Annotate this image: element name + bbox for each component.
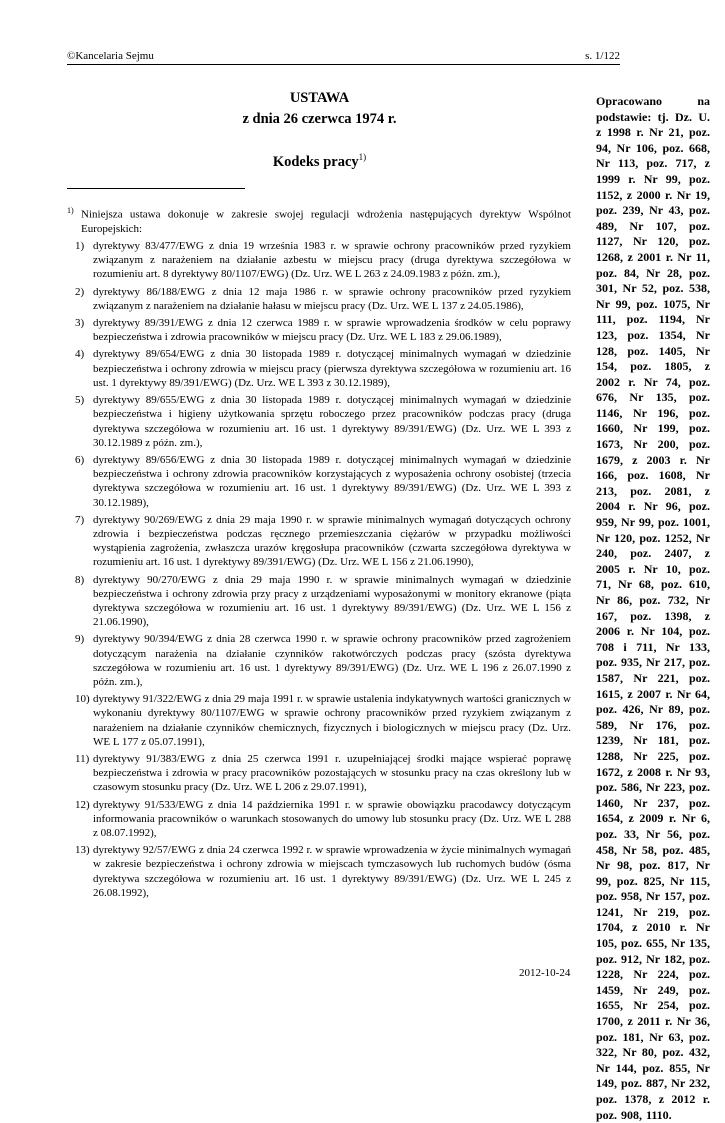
list-item-text: dyrektywy 91/533/EWG z dnia 14 października 1991 r. w sprawie obowiązku pracodawcy dotyczącym informowania pracowników o warunkach stosowanych do umowy lub stosunku pracy (Dz. Urz. WE L 288 z 08.07.1992), xyxy=(93,798,571,839)
list-item xyxy=(67,843,571,900)
list-item xyxy=(67,632,571,689)
list-item-number: 4) xyxy=(75,348,85,361)
list-item-text: dyrektywy 89/656/EWG z dnia 30 listopada 1989 r. dotyczącej minimalnych wymagań w dziedzinie bezpieczeństwa i ochrony zdrowia pracowników korzystających z wyposażenia ochrony osobistej (trzecia dyrektywa szczegółowa w rozumieniu art. 16 ust. 1 dyrektywy 89/391/EWG) (Dz. Urz. WE L 393 z 30.12.1989), xyxy=(93,453,571,509)
footnote-intro xyxy=(67,204,571,236)
list-item-text: dyrektywy 86/188/EWG z dnia 12 maja 1986 r. w sprawie ochrony pracowników przed ryzykiem związanym z narażeniem na działanie hałasu w miejscu pracy (Dz. Urz. WE L 137 z 24.05.1986), xyxy=(93,285,571,312)
list-item-number: 6) xyxy=(75,453,85,466)
doc-title xyxy=(67,152,572,171)
version-date: 2012-10-24 xyxy=(519,967,571,979)
list-item-text: dyrektywy 90/270/EWG z dnia 29 maja 1990 r. w sprawie minimalnych wymagań w dziedzinie bezpieczeństwa i ochrony zdrowia przy pracy z urządzeniami wyposażonymi w monitory ekranowe (piąta dyrektywa szczegółowa w rozumieniu art. 16 ust. 1 dyrektywy 89/391/EWG) (Dz. Urz. WE L 156 z 21.06.1990), xyxy=(93,573,571,629)
list-item xyxy=(67,573,571,630)
footnote-divider xyxy=(67,188,245,189)
list-item-text: dyrektywy 90/394/EWG z dnia 28 czerwca 1990 r. w sprawie ochrony pracowników przed zagrożeniem dotyczącym narażenia na działanie czynników rakotwórczych podczas pracy (szósta dyrektywa szczegółowa w rozumieniu art. 16 ust. 1 dyrektywy 89/391/EWG) (Dz. Urz. WE L 196 z 26.07.1990 z późn. zm.), xyxy=(93,633,571,688)
list-item-number: 7) xyxy=(75,513,85,526)
list-item-text: dyrektywy 83/477/EWG z dnia 19 września 1983 r. w sprawie ochrony pracowników przed ryzykiem związanym z narażeniem na działanie azbestu w miejscu pracy (druga dyrektywa szczegółowa w rozumieniu art. 8 dyrektywy 80/1107/EWG) (Dz. Urz. WE L 263 z 24.09.1983 z późn. zm.), xyxy=(93,240,571,281)
list-item-number: 3) xyxy=(75,317,85,330)
directive-list xyxy=(67,239,571,900)
list-item-text: dyrektywy 89/391/EWG z dnia 12 czerwca 1989 r. w sprawie wprowadzenia środków w celu poprawy bezpieczeństwa i zdrowia pracowników w miejscu pracy (Dz. Urz. WE L 183 z 29.06.1989), xyxy=(93,317,571,344)
list-item xyxy=(67,285,571,313)
list-item-text: dyrektywy 92/57/EWG z dnia 24 czerwca 1992 r. w sprawie wprowadzenia w życie minimalnych wymagań w zakresie bezpieczeństwa i ochrony zdrowia w miejscach tymczasowych lub ruchomych budów (ósma dyrektywa szczegółowa w rozumieniu art. 16 ust. 1 dyrektywy 89/391/EWG) (Dz. Urz. WE L 245 z 26.08.1992), xyxy=(93,844,571,899)
footnote xyxy=(67,204,571,903)
footnote-ref[interactable]: 1) xyxy=(358,152,367,162)
list-item xyxy=(67,692,571,749)
page-number: s. 1/122 xyxy=(585,50,620,62)
list-item xyxy=(67,798,571,841)
list-item xyxy=(67,239,571,282)
header-divider xyxy=(67,64,620,65)
list-item-number: 2) xyxy=(75,285,85,298)
list-item-number: 9) xyxy=(75,633,85,646)
list-item-number: 5) xyxy=(75,394,85,407)
list-item-number: 1) xyxy=(75,240,85,253)
doc-title-text: Kodeks pracy xyxy=(272,153,359,170)
list-item-text: dyrektywy 91/383/EWG z dnia 25 czerwca 1991 r. uzupełniającej środki mające wspierać poprawę bezpieczeństwa i zdrowia w pracy pracowników pozostających w stosunku pracy na czas określony lub w czasowym stosunku pracy (Dz. Urz. WE L 206 z 29.07.1991), xyxy=(93,752,571,794)
list-item-text: dyrektywy 91/322/EWG z dnia 29 maja 1991 r. w sprawie ustalenia indykatywnych wartości granicznych w wykonaniu dyrektywy 80/1107/EWG w sprawie ochrony pracowników przed ryzykiem związanym z narażeniem na działanie czynników chemicznych, fizycznych i biologicznych w miejscu pracy (Dz. Urz. WE L 177 z 05.07.1991), xyxy=(93,693,571,748)
list-item-number: 10) xyxy=(75,693,90,706)
footnote-intro-text: Niniejsza ustawa dokonuje w zakresie swojej regulacji wdrożenia następujących dyrektyw Wspólnot Europejskich: xyxy=(81,208,571,235)
list-item xyxy=(67,316,571,344)
list-item-text: dyrektywy 89/654/EWG z dnia 30 listopada 1989 r. dotyczącej minimalnych wymagań w dziedzinie bezpieczeństwa i ochrony zdrowia w miejscu pracy (pierwsza dyrektywa szczegółowa w rozumieniu art. 16 ust. 1 dyrektywy 89/391/EWG) (Dz. Urz. WE L 393 z 30.12.1989), xyxy=(93,348,571,389)
list-item xyxy=(67,393,571,450)
list-item xyxy=(67,752,571,795)
doc-date-heading: z dnia 26 czerwca 1974 r. xyxy=(242,111,397,127)
list-item-number: 13) xyxy=(75,844,90,857)
list-item-number: 8) xyxy=(75,573,85,586)
list-item xyxy=(67,453,571,510)
list-item-number: 12) xyxy=(75,798,90,811)
publisher-label: ©Kancelaria Sejmu xyxy=(67,50,154,62)
list-item-number: 11) xyxy=(75,752,90,765)
doc-type-heading: USTAWA xyxy=(289,90,350,106)
list-item-text: dyrektywy 89/655/EWG z dnia 30 listopada 1989 r. dotyczącej minimalnych wymagań w dziedzinie bezpieczeństwa i higieny użytkowania sprzętu roboczego przez pracowników podczas pracy (druga dyrektywa szczegółowa w rozumieniu art. 16 ust. 1 dyrektywy 89/391/EWG) (Dz. Urz. WE L 393 z 30.12.1989 z późn. zm.), xyxy=(93,394,571,449)
list-item xyxy=(67,347,571,390)
footnote-mark: 1) xyxy=(67,206,74,215)
list-item xyxy=(67,513,571,570)
list-item-text: dyrektywy 90/269/EWG z dnia 29 maja 1990 r. w sprawie minimalnych wymagań dotyczących ochrony zdrowia i bezpieczeństwa podczas ręcznego przemieszczania ciężarów w przypadku możliwości wystąpienia zagrożenia, zwłaszcza urazów kręgosłupa pracowników (czwarta szczegółowa dyrektywa w rozumieniu art. 16 ust. 1 dyrektywy 89/391/EWG) (Dz. Urz. WE L 156 z 21.06.1990), xyxy=(93,513,571,569)
source-note: Opracowano na podstawie: tj. Dz. U. z 1998 r. Nr 21, poz. 94, Nr 106, poz. 668, Nr 113, poz. 717, z 1999 r. Nr 99, poz. 1152, z 2000 r. Nr 19, poz. 239, Nr 43, poz. 489, Nr 107, poz. 1127, Nr 120, poz. 1268, z 2001 r. Nr 11, poz. 84, Nr 28, poz. 301, Nr 52, poz. 538, Nr 99, poz. 1075, Nr 111, poz. 1194, Nr 123, poz. 1354, Nr 128, poz. 1405, Nr 154, poz. 1805, z 2002 r. Nr 74, poz. 676, Nr 135, poz. 1146, Nr 196, poz. 1660, Nr 199, poz. 1673, Nr 200, poz. 1679, z 2003 r. Nr 166, poz. 1608, Nr 213, poz. 2081, z 2004 r. Nr 96, poz. 959, Nr 99, poz. 1001, Nr 120, poz. 1252, Nr 240, poz. 2407, z 2005 r. Nr 10, poz. 71, Nr 68, poz. 610, Nr 86, poz. 732, Nr 167, poz. 1398, z 2006 r. Nr 104, poz. 708 i 711, Nr 133, poz. 935, Nr 217, poz. 1587, Nr 221, poz. 1615, z 2007 r. Nr 64, poz. 426, Nr 89, poz. 589, Nr 176, poz. 1239, Nr 181, poz. 1288, Nr 225, poz. 1672, z 2008 r. Nr 93, poz. 586, Nr 223, poz. 1460, Nr 237, poz. 1654, z 2009 r. Nr 6, poz. 33, Nr 56, poz. 458, Nr 58, poz. 485, Nr 98, poz. 817, Nr 99, poz. 825, Nr 115, poz. 958, Nr 157, poz. 1241, Nr 219, poz. 1704, z 2010 r. Nr 105, poz. 655, Nr 135, poz. 912, Nr 182, poz. 1228, Nr 224, poz. 1459, Nr 249, poz. 1655, Nr 254, poz. 1700, z 2011 r. Nr 36, poz. 181, Nr 63, poz. 322, Nr 80, poz. 432, Nr 144, poz. 855, Nr 149, poz. 887, Nr 232, poz. 1378, z 2012 r. poz. 908, 1110. xyxy=(596,94,710,1122)
